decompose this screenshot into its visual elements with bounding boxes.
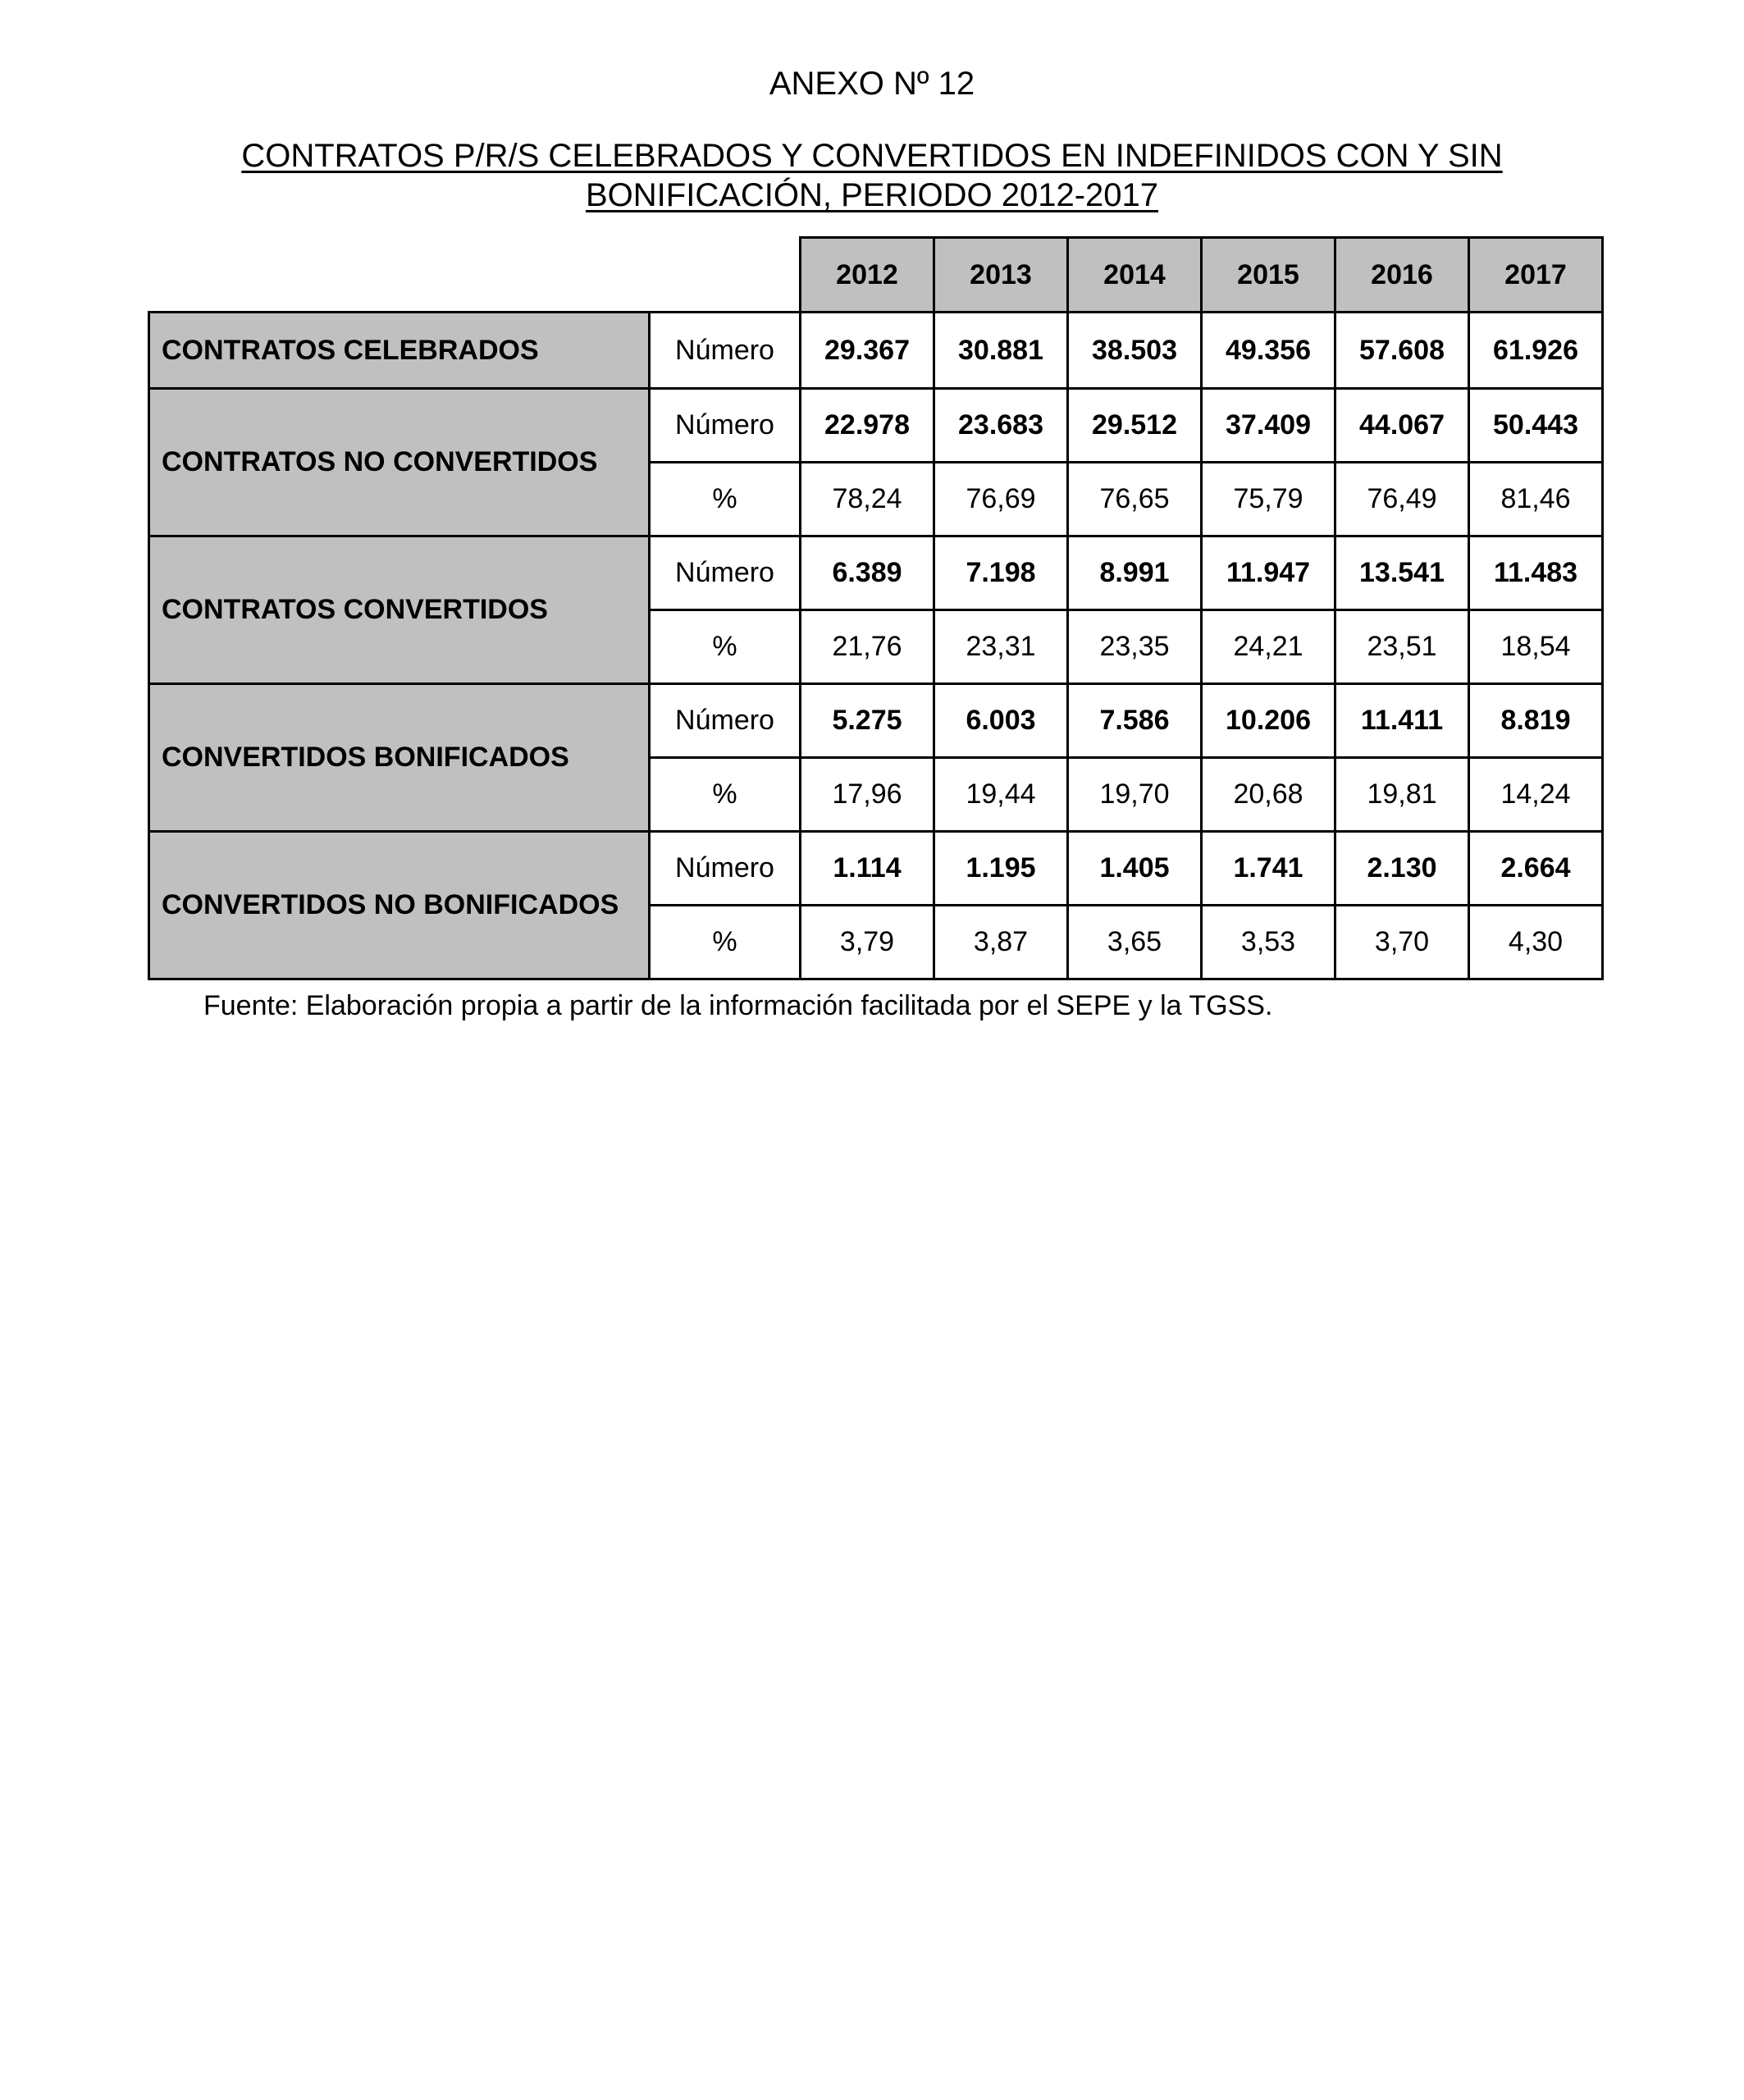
value-cell: 76,69 <box>934 463 1068 536</box>
value-cell: 50.443 <box>1469 389 1603 463</box>
unit-label: Número <box>650 536 801 610</box>
unit-label: Número <box>650 832 801 906</box>
value-cell: 23.683 <box>934 389 1068 463</box>
annex-title: ANEXO Nº 12 <box>769 66 975 102</box>
value-cell: 78,24 <box>801 463 934 536</box>
unit-label: % <box>650 906 801 979</box>
value-cell: 1.405 <box>1068 832 1202 906</box>
year-header: 2013 <box>934 238 1068 313</box>
value-cell: 4,30 <box>1469 906 1603 979</box>
value-cell: 3,65 <box>1068 906 1202 979</box>
value-cell: 29.367 <box>801 313 934 389</box>
value-cell: 22.978 <box>801 389 934 463</box>
document-title-line-1: CONTRATOS P/R/S CELEBRADOS Y CONVERTIDOS EN INDEFINIDOS CON Y SIN <box>241 138 1503 174</box>
value-cell: 49.356 <box>1202 313 1335 389</box>
year-header: 2014 <box>1068 238 1202 313</box>
year-header: 2017 <box>1469 238 1603 313</box>
source-note: Fuente: Elaboración propia a partir de la información facilitada por el SEPE y la TGSS. <box>203 990 1273 1021</box>
value-cell: 3,70 <box>1335 906 1469 979</box>
header-blank <box>149 238 801 313</box>
value-cell: 19,70 <box>1068 758 1202 832</box>
value-cell: 6.389 <box>801 536 934 610</box>
table-row <box>149 684 1603 758</box>
value-cell: 6.003 <box>934 684 1068 758</box>
contracts-table <box>148 236 1604 980</box>
value-cell: 76,49 <box>1335 463 1469 536</box>
value-cell: 13.541 <box>1335 536 1469 610</box>
value-cell: 5.275 <box>801 684 934 758</box>
value-cell: 19,44 <box>934 758 1068 832</box>
unit-label: Número <box>650 313 801 389</box>
year-header: 2015 <box>1202 238 1335 313</box>
value-cell: 38.503 <box>1068 313 1202 389</box>
document-title-line-2: BONIFICACIÓN, PERIODO 2012-2017 <box>585 177 1158 213</box>
value-cell: 17,96 <box>801 758 934 832</box>
row-label-celebrados: CONTRATOS CELEBRADOS <box>149 313 650 389</box>
value-cell: 21,76 <box>801 610 934 684</box>
value-cell: 61.926 <box>1469 313 1603 389</box>
value-cell: 18,54 <box>1469 610 1603 684</box>
year-header: 2012 <box>801 238 934 313</box>
value-cell: 57.608 <box>1335 313 1469 389</box>
row-label-no-convertidos: CONTRATOS NO CONVERTIDOS <box>149 389 650 536</box>
unit-label: % <box>650 610 801 684</box>
value-cell: 3,79 <box>801 906 934 979</box>
value-cell: 24,21 <box>1202 610 1335 684</box>
value-cell: 19,81 <box>1335 758 1469 832</box>
unit-label: Número <box>650 684 801 758</box>
value-cell: 23,35 <box>1068 610 1202 684</box>
table-row <box>149 389 1603 463</box>
value-cell: 29.512 <box>1068 389 1202 463</box>
value-cell: 3,53 <box>1202 906 1335 979</box>
value-cell: 37.409 <box>1202 389 1335 463</box>
year-header-row <box>149 238 1603 313</box>
value-cell: 11.947 <box>1202 536 1335 610</box>
unit-label: Número <box>650 389 801 463</box>
value-cell: 1.195 <box>934 832 1068 906</box>
value-cell: 10.206 <box>1202 684 1335 758</box>
value-cell: 11.411 <box>1335 684 1469 758</box>
value-cell: 20,68 <box>1202 758 1335 832</box>
value-cell: 8.819 <box>1469 684 1603 758</box>
document-title <box>148 136 1596 215</box>
value-cell: 14,24 <box>1469 758 1603 832</box>
value-cell: 23,31 <box>934 610 1068 684</box>
table-row <box>149 832 1603 906</box>
value-cell: 7.198 <box>934 536 1068 610</box>
value-cell: 1.741 <box>1202 832 1335 906</box>
unit-label: % <box>650 758 801 832</box>
value-cell: 2.130 <box>1335 832 1469 906</box>
row-label-bonificados: CONVERTIDOS BONIFICADOS <box>149 684 650 832</box>
value-cell: 7.586 <box>1068 684 1202 758</box>
row-label-no-bonificados: CONVERTIDOS NO BONIFICADOS <box>149 832 650 979</box>
value-cell: 3,87 <box>934 906 1068 979</box>
value-cell: 1.114 <box>801 832 934 906</box>
value-cell: 2.664 <box>1469 832 1603 906</box>
value-cell: 81,46 <box>1469 463 1603 536</box>
value-cell: 23,51 <box>1335 610 1469 684</box>
value-cell: 11.483 <box>1469 536 1603 610</box>
value-cell: 30.881 <box>934 313 1068 389</box>
table-row <box>149 536 1603 610</box>
value-cell: 75,79 <box>1202 463 1335 536</box>
year-header: 2016 <box>1335 238 1469 313</box>
value-cell: 76,65 <box>1068 463 1202 536</box>
value-cell: 44.067 <box>1335 389 1469 463</box>
table-row <box>149 313 1603 389</box>
value-cell: 8.991 <box>1068 536 1202 610</box>
unit-label: % <box>650 463 801 536</box>
row-label-convertidos: CONTRATOS CONVERTIDOS <box>149 536 650 684</box>
